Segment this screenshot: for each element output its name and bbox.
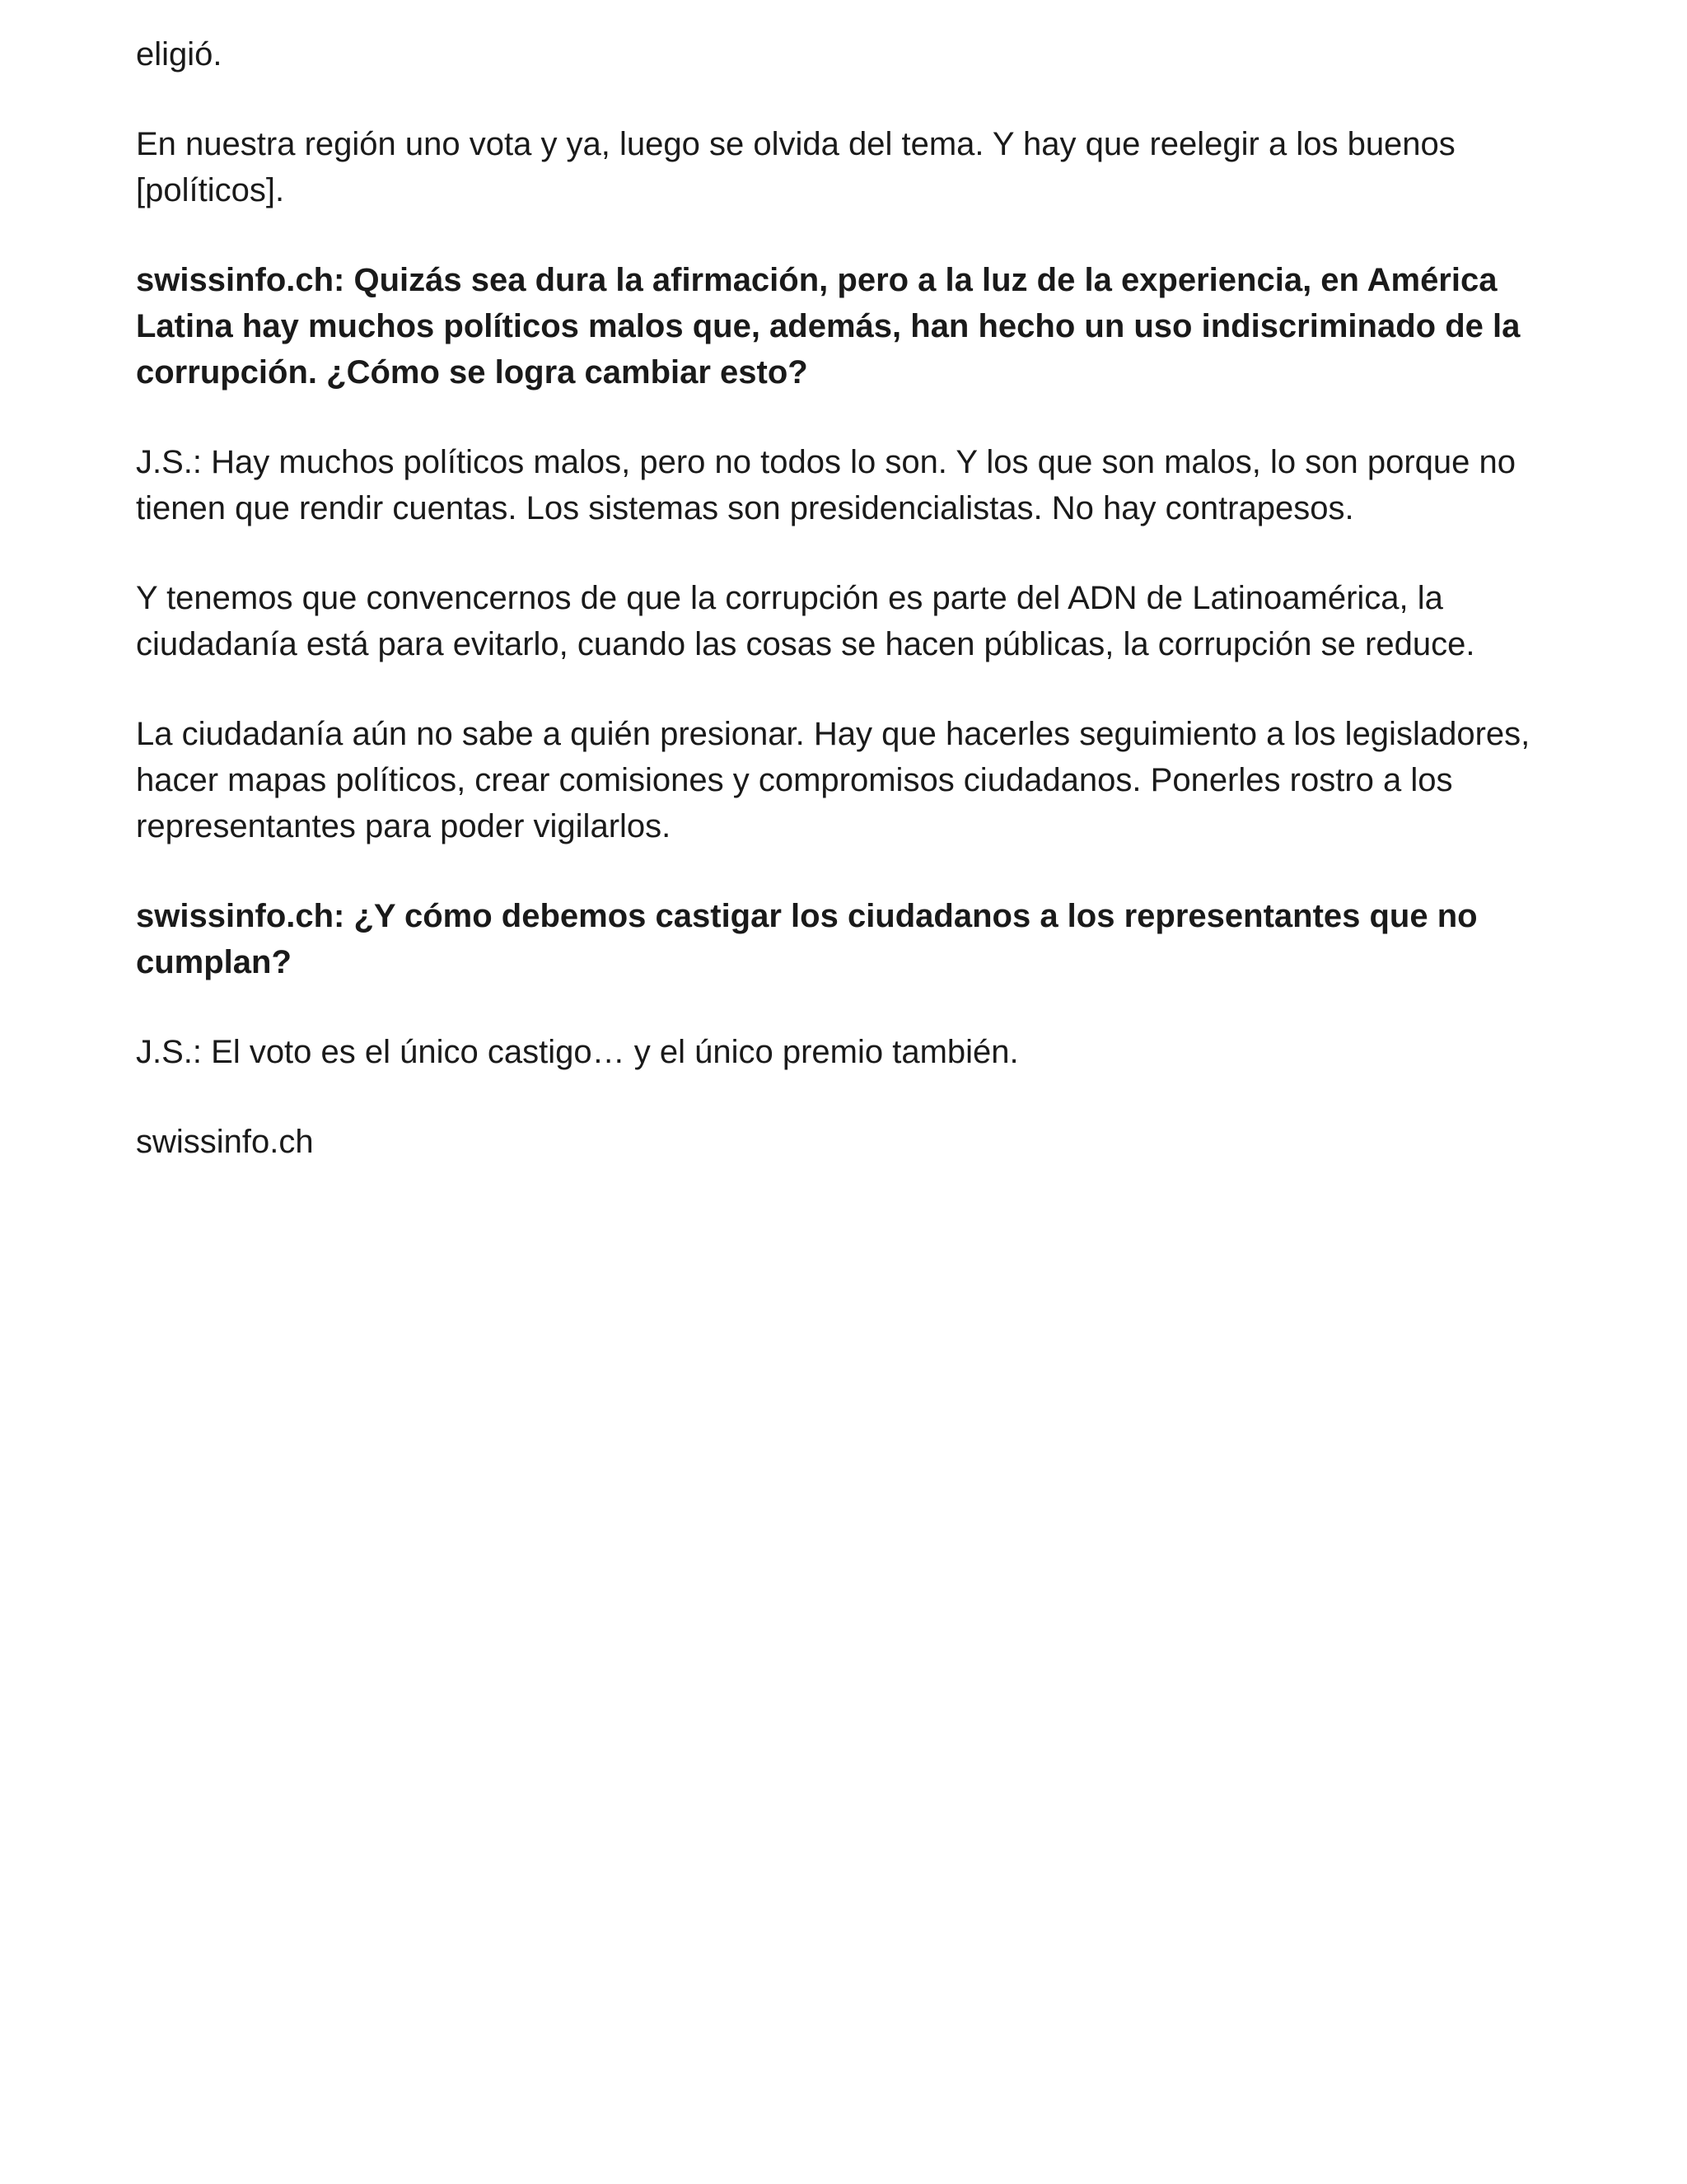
interview-question: swissinfo.ch: Quizás sea dura la afirmación, pero a la luz de la experiencia, en América Latina hay muchos políticos malos que, además, han hecho un uso indiscriminado de la corrupción. ¿Cómo se logra cambiar esto? <box>136 262 1521 391</box>
paragraph-answer: J.S.: El voto es el único castigo… y el único premio también. <box>136 1034 1019 1070</box>
interview-question: swissinfo.ch: ¿Y cómo debemos castigar los ciudadanos a los representantes que no cumplan? <box>136 898 1478 980</box>
paragraph-answer: En nuestra región uno vota y ya, luego se olvida del tema. Y hay que reelegir a los buenos [políticos]. <box>136 126 1456 208</box>
source-credit: swissinfo.ch <box>136 1124 314 1160</box>
paragraph-answer: Y tenemos que convencernos de que la corrupción es parte del ADN de Latinoamérica, la ciudadanía está para evitarlo, cuando las cosas se hacen públicas, la corrupción se reduce. <box>136 580 1475 662</box>
article-body <box>136 31 1553 1165</box>
paragraph-answer: J.S.: Hay muchos políticos malos, pero no todos lo son. Y los que son malos, lo son porque no tienen que rendir cuentas. Los sistemas son presidencialistas. No hay contrapesos. <box>136 444 1516 526</box>
paragraph-continuation: eligió. <box>136 36 222 72</box>
paragraph-answer: La ciudadanía aún no sabe a quién presionar. Hay que hacerles seguimiento a los legisladores, hacer mapas políticos, crear comisiones y compromisos ciudadanos. Ponerles rostro a los representantes para poder vigilarlos. <box>136 716 1530 844</box>
